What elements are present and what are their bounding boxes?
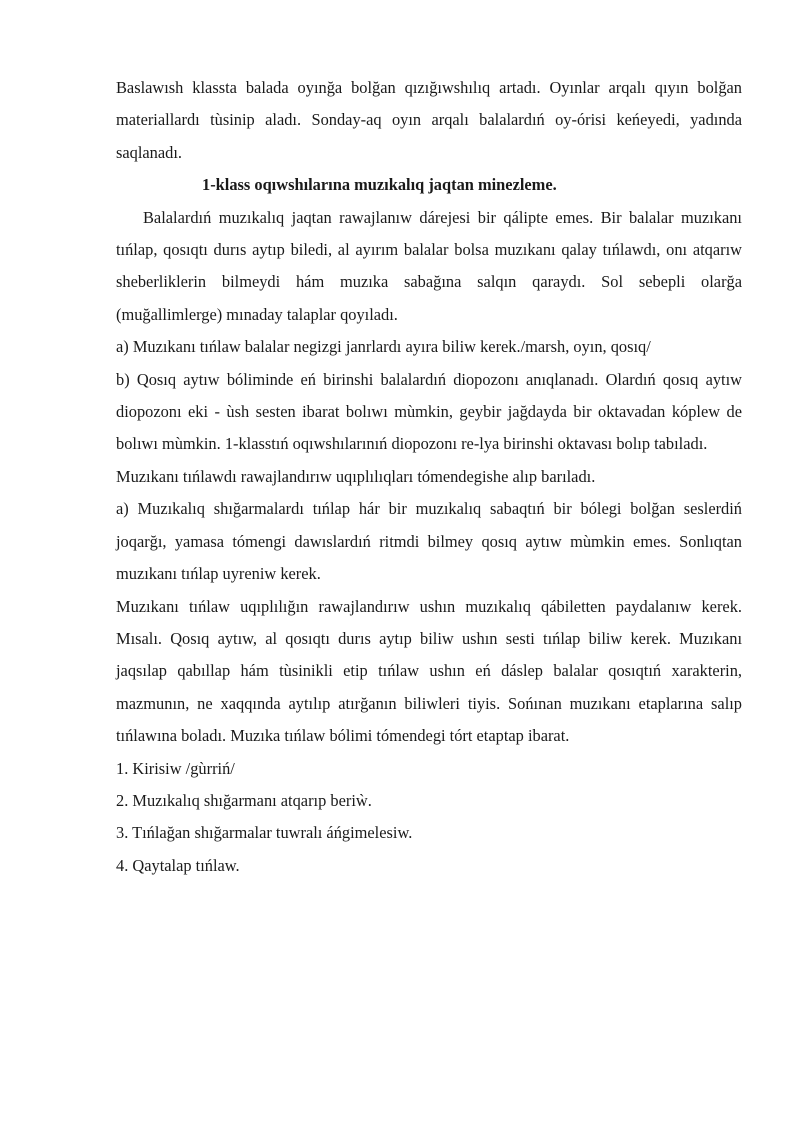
item-b: b) Qosıq aytıw bóliminde eń birinshi balalardıń diopozonı anıqlanadı. Olardıń qosıq aytıw diopozonı eki - ùsh sesten ibarat bolıwı mùmkin, geybir jağdayda bir oktavadan kóplew de bolıwı mùmkin. 1-klasstıń oqıwshılarınıń diopozonı re-lya birinshi oktavası bolıp tabıladı. xyxy=(116,369,742,454)
body-paragraph-1: Balalardıń muzıkalıq jaqtan rawajlanıw dárejesi bir qálipte emes. Bir balalar muzıkanı tıńlap, qosıqtı durıs aytıp biledi, al ayırım balalar bolsa muzıkanı qalay tıńlawdı, onı atqarıw sheberliklerin bilmeydi hám muzıka sabağına salqın qaraydı. Sol sebepli olarğa (muğallimlerge) mınaday talaplar qoyıladı. xyxy=(116,207,742,324)
list-item-1: 1. Kirisiw /gùrriń/ xyxy=(116,758,235,778)
section-heading: 1-klass oqıwshılarına muzıkalıq jaqtan minezleme. xyxy=(202,175,557,195)
list-item-2: 2. Muzıkalıq shığarmanı atqarıp beriẁ. xyxy=(116,790,372,810)
item-a2: a) Muzıkalıq shığarmalardı tıńlap hár bir muzıkalıq sabaqtıń bir bólegi bolğan seslerdiń joqarğı, yamasa tómengi dawıslardıń ritmdi bilmey qosıq aytıw mùmkin emes. Sonlıqtan muzıkanı tıńlap uyreniw kerek. xyxy=(116,499,742,584)
item-a: a) Muzıkanı tıńlaw balalar negizgi janrlardı ayıra biliw kerek./marsh, oyın, qosıq/ xyxy=(116,337,651,357)
list-item-4: 4. Qaytalap tıńlaw. xyxy=(116,855,240,875)
document-page xyxy=(116,72,742,882)
intro-paragraph: Baslawısh klassta balada oyınğa bolğan qızığıwshılıq artadı. Oyınlar arqalı qıyın bolğan materiallardı tùsinip aladı. Sonday-aq oyın arqalı balalardıń oy-órisi keńeyedi, yadında saqlanadı. xyxy=(116,78,742,162)
body-paragraph-3: Muzıkanı tıńlaw uqıplılığın rawajlandırıw ushın muzıkalıq qábiletten paydalanıw kerek. Mısalı. Qosıq aytıw, al qosıqtı durıs aytıp biliw ushın sesti tıńlap biliw kerek. Muzıkanı jaqsılap qabıllap hám tùsinikli etip tıńlaw ushın eń dáslep balalar qosıqtıń xarakterin, mazmunın, ne xaqqında aytılıp atırğanın biliwleri tiyis. Sońınan muzıkanı etaplarına salıp tıńlawına boladı. Muzıka tıńlaw bólimi tómendegi tórt etaptap ibarat. xyxy=(116,596,742,746)
body-paragraph-2: Muzıkanı tıńlawdı rawajlandırıw uqıplılıqları tómendegishe alıp barıladı. xyxy=(116,466,596,486)
list-item-3: 3. Tıńlağan shığarmalar tuwralı áńgimelesiw. xyxy=(116,823,413,843)
